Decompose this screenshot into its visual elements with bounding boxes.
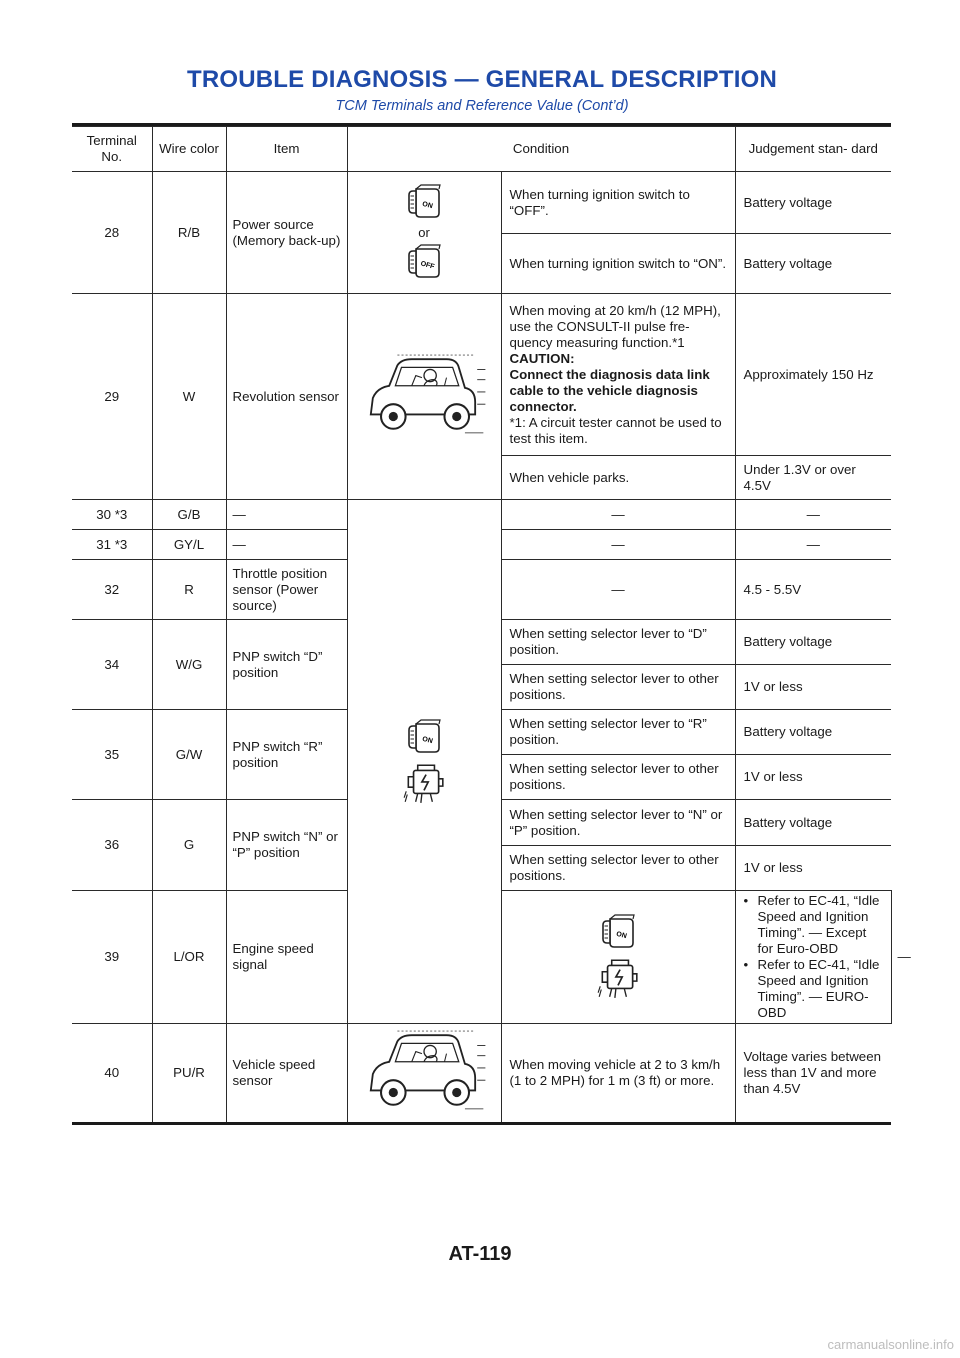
ignition-key-off-icon [404, 243, 444, 283]
judgement-cell: Battery voltage [735, 710, 891, 755]
terminal-cell: 35 [72, 710, 152, 800]
col-header-wire-color: Wire color [152, 127, 226, 172]
col-header-item: Item [226, 127, 347, 172]
caution-label: CAUTION: [509, 350, 575, 366]
terminal-cell: 29 [72, 294, 152, 500]
condition-icon-cell [347, 294, 501, 500]
wire-color-cell: G/B [152, 500, 226, 530]
item-cell: PNP switch “R” position [226, 710, 347, 800]
engine-running-icon [403, 760, 445, 806]
svg-text:ON: ON [421, 735, 434, 745]
judgement-cell: Battery voltage [735, 172, 891, 234]
condition-cell: — [501, 500, 735, 530]
judgement-cell: 1V or less [735, 846, 891, 891]
condition-cell: When setting selector lever to “R” position. [501, 710, 735, 755]
ignition-key-on-icon [404, 183, 444, 223]
condition-icon-cell [347, 172, 501, 294]
condition-cell: When vehicle parks. [501, 456, 735, 500]
judgement-cell: Battery voltage [735, 800, 891, 846]
judgement-cell: Approximately 150 Hz [735, 294, 891, 456]
vehicle-driving-icon [362, 351, 486, 439]
page-header [72, 66, 892, 114]
list-item: • Refer to EC-41, “Idle Speed and Ignition Timing”. — EURO-OBD [743, 957, 880, 1020]
judgement-cell: Under 1.3V or over 4.5V [735, 456, 891, 500]
condition-cell: When moving vehicle at 2 to 3 km/h (1 to 2 MPH) for 1 m (3 ft) or more. [501, 1024, 735, 1124]
condition-icon-cell [501, 891, 735, 1024]
item-cell: Throttle position sensor (Power source) [226, 560, 347, 620]
svg-text:ON: ON [421, 200, 434, 210]
ignition-key-on-icon [404, 718, 444, 758]
condition-icon-cell [347, 1024, 501, 1124]
col-header-judgement: Judgement stan- dard [735, 127, 891, 172]
watermark: carmanualsonline.info [827, 1337, 954, 1352]
wire-color-cell: GY/L [152, 530, 226, 560]
wire-color-cell: PU/R [152, 1024, 226, 1124]
footnote-text: *1: A circuit tester cannot be used to test this item. [509, 414, 722, 446]
terminal-cell: 40 [72, 1024, 152, 1124]
table-row [72, 172, 891, 234]
table-row [72, 1024, 891, 1124]
condition-cell [735, 891, 891, 1024]
condition-cell: When setting selector lever to “N” or “P” position. [501, 800, 735, 846]
item-cell: Vehicle speed sensor [226, 1024, 347, 1124]
condition-cell: — [501, 560, 735, 620]
terminal-cell: 31 *3 [72, 530, 152, 560]
svg-text:OFF: OFF [419, 259, 436, 271]
judgement-cell: 1V or less [735, 755, 891, 800]
condition-cell: When setting selector lever to other positions. [501, 846, 735, 891]
caution-text: Connect the diagnosis data link cable to the vehicle diagnosis connector. [509, 366, 710, 414]
col-header-terminal: Terminal No. [72, 127, 152, 172]
wire-color-cell: L/OR [152, 891, 226, 1024]
col-header-condition: Condition [347, 127, 735, 172]
condition-cell [501, 294, 735, 456]
page-title: TROUBLE DIAGNOSIS — GENERAL DESCRIPTION [186, 66, 778, 93]
wire-color-cell: R/B [152, 172, 226, 294]
condition-cell: When setting selector lever to other positions. [501, 665, 735, 710]
table-row [72, 294, 891, 456]
wire-color-cell: W/G [152, 620, 226, 710]
judgement-cell: — [735, 500, 891, 530]
table-row [72, 500, 891, 530]
terminal-cell: 34 [72, 620, 152, 710]
tcm-terminal-table [72, 126, 911, 1125]
table-row: 39 L/OR Engine speed signal ON • Refer to EC-41, “Idle Speed and Ignition Timing”. — Except for Euro-OBD • Refer to EC-41, “Idle Speed and Ignition Timing”. — EURO-OBD — [72, 891, 891, 1024]
terminal-cell: 28 [72, 172, 152, 294]
condition-cell: When setting selector lever to “D” position. [501, 620, 735, 665]
svg-text:ON: ON [615, 930, 628, 941]
condition-cell: When setting selector lever to other positions. [501, 755, 735, 800]
ignition-key-on-icon [598, 913, 638, 953]
item-cell: Engine speed signal [226, 891, 347, 1024]
item-cell: PNP switch “D” position [226, 620, 347, 710]
wire-color-cell: W [152, 294, 226, 500]
engine-running-icon [597, 955, 639, 1001]
condition-cell: When turning ignition switch to “ON”. [501, 234, 735, 294]
judgement-cell: — [735, 530, 891, 560]
wire-color-cell: G/W [152, 710, 226, 800]
terminal-cell: 32 [72, 560, 152, 620]
judgement-cell: Battery voltage [735, 620, 891, 665]
page-subtitle: TCM Terminals and Reference Value (Cont’d) [335, 98, 629, 114]
condition-bullet-list [744, 893, 885, 1021]
page-number: AT-119 [448, 1243, 512, 1265]
item-cell: PNP switch “N” or “P” position [226, 800, 347, 891]
condition-icon-cell [347, 500, 501, 1024]
judgement-cell: 1V or less [735, 665, 891, 710]
judgement-cell: Voltage varies between less than 1V and more than 4.5V [735, 1024, 891, 1124]
terminal-cell: 39 [72, 891, 152, 1024]
condition-text: When moving at 20 km/h (12 MPH), use the CONSULT-II pulse fre- quency measuring function.*1 [509, 302, 721, 350]
item-cell: — [226, 500, 347, 530]
terminal-cell: 36 [72, 800, 152, 891]
judgement-cell: Battery voltage [735, 234, 891, 294]
wire-color-cell: R [152, 560, 226, 620]
vehicle-driving-icon [362, 1027, 486, 1115]
item-cell: Revolution sensor [226, 294, 347, 500]
table-header-row [72, 127, 891, 172]
item-cell: — [226, 530, 347, 560]
list-item: • Refer to EC-41, “Idle Speed and Ignition Timing”. — Except for Euro-OBD [743, 893, 880, 956]
terminal-cell: 30 *3 [72, 500, 152, 530]
wire-color-cell: G [152, 800, 226, 891]
item-cell: Power source (Memory back-up) [226, 172, 347, 294]
condition-cell: When turning ignition switch to “OFF”. [501, 172, 735, 234]
judgement-cell: 4.5 - 5.5V [735, 560, 891, 620]
icon-or-text: or [418, 224, 430, 240]
condition-cell: — [501, 530, 735, 560]
